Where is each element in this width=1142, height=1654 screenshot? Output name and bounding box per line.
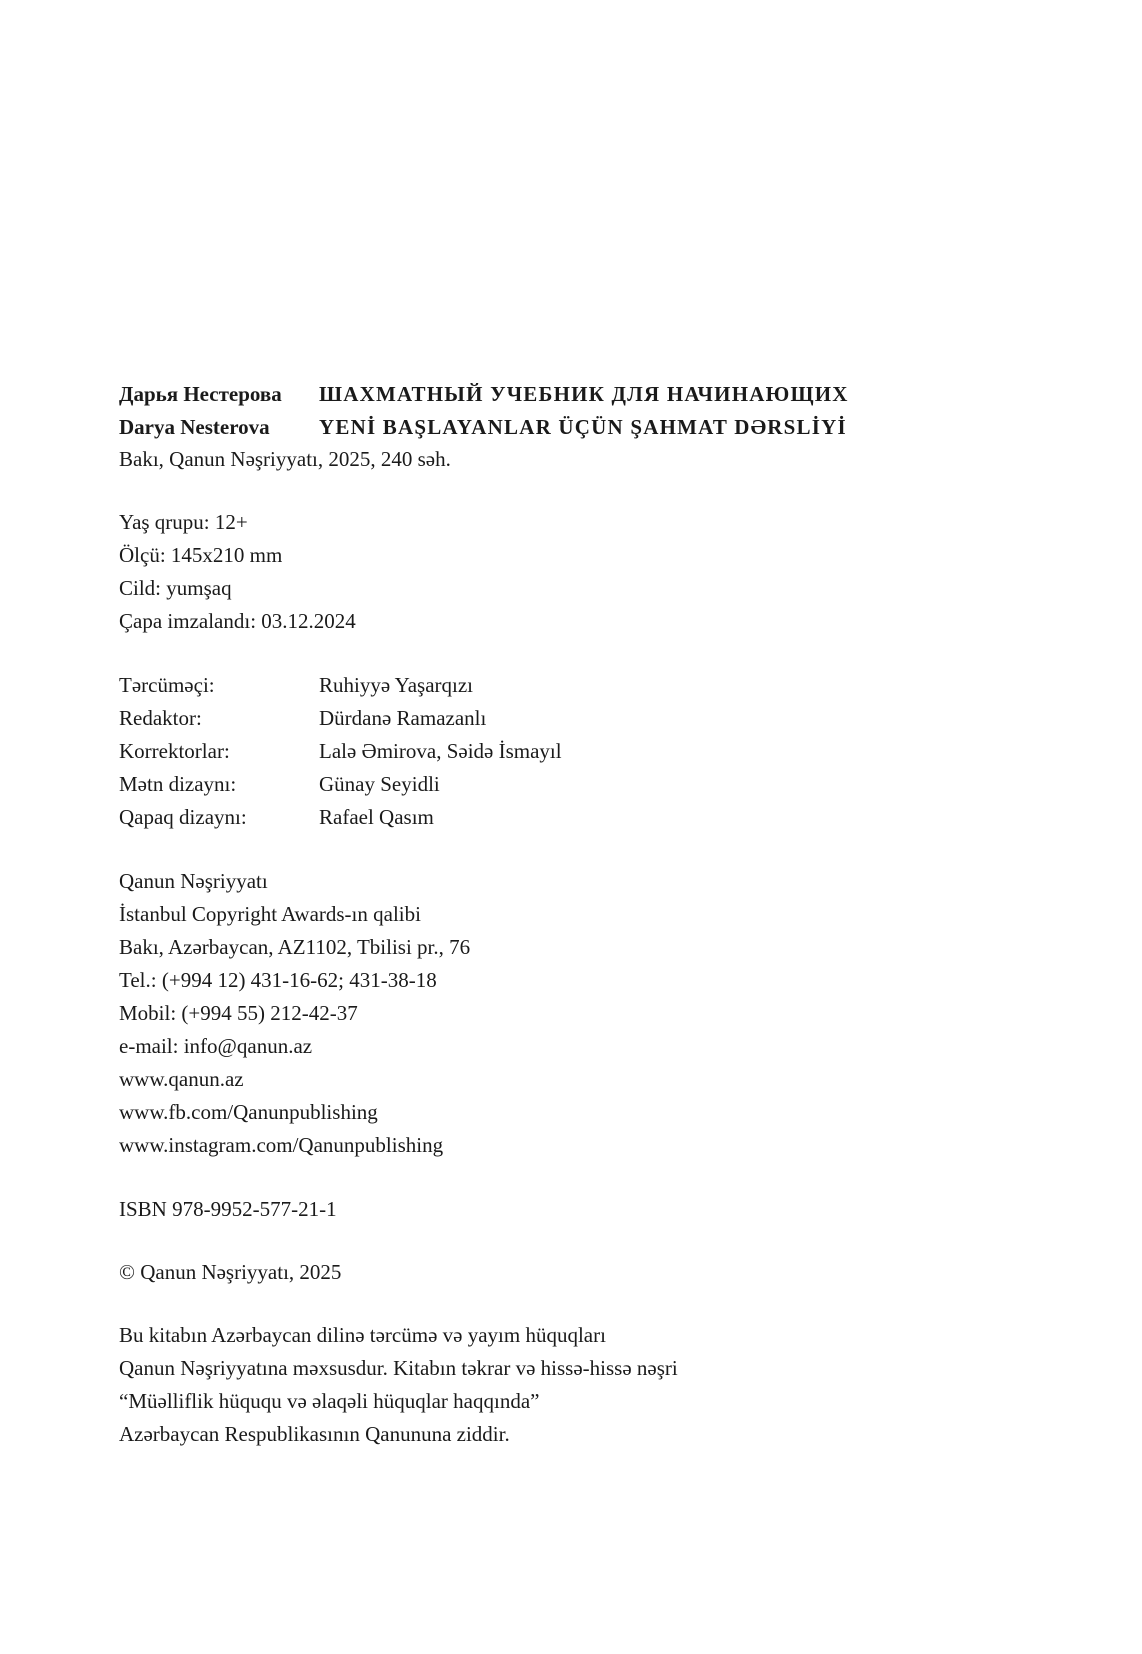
title-block	[119, 380, 1019, 442]
imprint-page	[119, 380, 1019, 1451]
credit-role: Mətn dizaynı:	[119, 772, 237, 796]
spec-size: Ölçü: 145x210 mm	[119, 543, 283, 567]
publisher-website: www.qanun.az	[119, 1067, 244, 1091]
credit-role: Redaktor:	[119, 706, 202, 730]
book-title-azerbaijani: YENİ BAŞLAYANLAR ÜÇÜN ŞAHMAT DƏRSLİYİ	[319, 415, 847, 439]
publisher-phone: Tel.: (+994 12) 431-16-62; 431-38-18	[119, 968, 437, 992]
credit-name: Rafael Qasım	[319, 805, 434, 829]
book-title-russian: ШАХМАТНЫЙ УЧЕБНИК ДЛЯ НАЧИНАЮЩИХ	[319, 382, 849, 406]
credit-name: Lalə Əmirova, Səidə İsmayıl	[319, 739, 562, 763]
credit-role: Korrektorlar:	[119, 739, 230, 763]
credit-role: Qapaq dizaynı:	[119, 805, 247, 829]
publisher-info	[119, 865, 1019, 1162]
rights-line: Bu kitabın Azərbaycan dilinə tərcümə və yayım hüquqları	[119, 1323, 606, 1347]
spec-list	[119, 506, 1019, 638]
rights-line: Azərbaycan Respublikasının Qanununa ziddir.	[119, 1422, 510, 1446]
copyright-block	[119, 1256, 1019, 1289]
rights-line: Qanun Nəşriyyatına məxsusdur. Kitabın təkrar və hissə-hissə nəşri	[119, 1356, 678, 1380]
publisher-email: e-mail: info@qanun.az	[119, 1034, 313, 1058]
author-azerbaijani: Darya Nesterova	[119, 415, 270, 439]
rights-line: “Müəlliflik hüququ və əlaqəli hüquqlar haqqında”	[119, 1389, 540, 1413]
spec-print-date: Çapa imzalandı: 03.12.2024	[119, 609, 356, 633]
isbn-block	[119, 1193, 1019, 1226]
author-russian: Дарья Нестерова	[119, 382, 282, 406]
spec-binding: Cild: yumşaq	[119, 576, 232, 600]
publisher-facebook: www.fb.com/Qanunpublishing	[119, 1100, 378, 1124]
credits-list	[119, 669, 1019, 834]
credit-name: Dürdanə Ramazanlı	[319, 706, 487, 730]
publisher-address: Bakı, Azərbaycan, AZ1102, Tbilisi pr., 76	[119, 935, 471, 959]
publisher-name: Qanun Nəşriyyatı	[119, 869, 268, 893]
rights-notice	[119, 1319, 1019, 1451]
publisher-mobile: Mobil: (+994 55) 212-42-37	[119, 1001, 358, 1025]
imprint-line: Bakı, Qanun Nəşriyyatı, 2025, 240 səh.	[119, 447, 451, 471]
publisher-award: İstanbul Copyright Awards-ın qalibi	[119, 902, 421, 926]
isbn: ISBN 978-9952-577-21-1	[119, 1197, 337, 1221]
publisher-instagram: www.instagram.com/Qanunpublishing	[119, 1133, 444, 1157]
copyright-notice: © Qanun Nəşriyyatı, 2025	[119, 1260, 342, 1284]
credit-name: Ruhiyyə Yaşarqızı	[319, 673, 473, 697]
credit-name: Günay Seyidli	[319, 772, 440, 796]
spec-age-group: Yaş qrupu: 12+	[119, 510, 248, 534]
credit-role: Tərcüməçi:	[119, 673, 215, 697]
